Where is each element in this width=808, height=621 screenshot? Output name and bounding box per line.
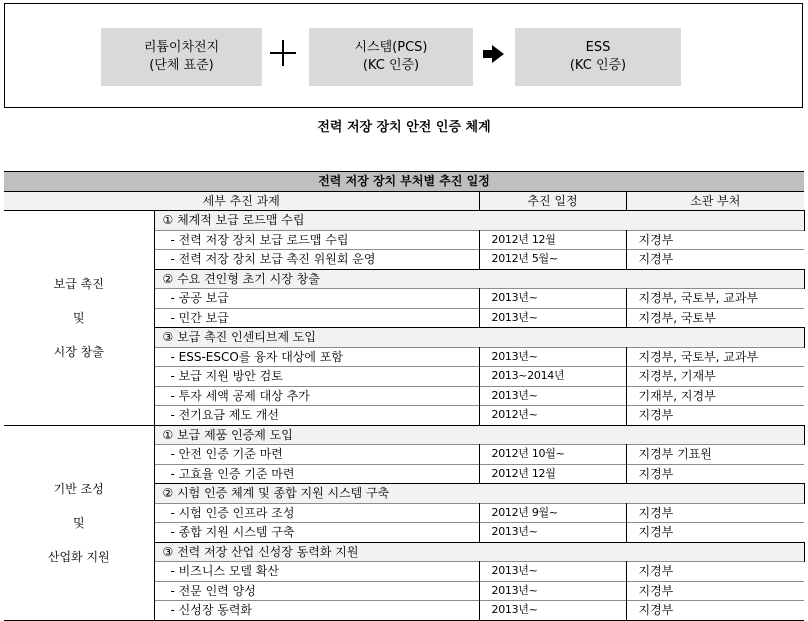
department-cell: 기재부, 지경부 (626, 386, 804, 406)
department-cell: 지경부 (626, 230, 804, 250)
schedule-cell: 2013년~ (479, 601, 626, 621)
department-cell: 지경부, 국토부, 교과부 (626, 289, 804, 309)
task-cell: - 전문 인력 양성 (154, 581, 479, 601)
pcs-system-box (309, 28, 473, 86)
schedule-cell: 2012년 10월~ (479, 445, 626, 465)
section-row (4, 211, 804, 231)
schedule-cell: 2012년 5월~ (479, 250, 626, 270)
group-label-line: 및 (72, 515, 85, 530)
group-label-line: 및 (72, 310, 85, 325)
header-task: 세부 추진 과제 (4, 191, 479, 211)
section-title: ① 보급 제품 인증제 도입 (154, 425, 804, 445)
table-title-row (4, 172, 804, 192)
task-cell: - 고효율 인증 기준 마련 (154, 464, 479, 484)
box-line: (KC 인증) (569, 58, 627, 73)
department-cell: 지경부, 국토부, 교과부 (626, 347, 804, 367)
schedule-cell: 2012년~ (479, 406, 626, 426)
schedule-cell: 2013년~ (479, 581, 626, 601)
task-cell: - 보급 지원 방안 검토 (154, 367, 479, 387)
group-label-line: 보급 촉진 (53, 276, 104, 291)
department-cell: 지경부 기표원 (626, 445, 804, 465)
department-cell: 지경부 (626, 406, 804, 426)
task-cell: - 전기요금 제도 개선 (154, 406, 479, 426)
section-row (4, 425, 804, 445)
header-schedule: 추진 일정 (479, 191, 626, 211)
task-cell: - 시험 인증 인프라 조성 (154, 503, 479, 523)
group-label-line: 기반 조성 (53, 481, 104, 496)
task-cell: - ESS-ESCO를 융자 대상에 포함 (154, 347, 479, 367)
department-cell: 지경부, 기재부 (626, 367, 804, 387)
section-title: ② 수요 견인형 초기 시장 창출 (154, 269, 804, 289)
header-department: 소관 부처 (626, 191, 804, 211)
schedule-cell: 2012년 12월 (479, 464, 626, 484)
department-cell: 지경부, 국토부 (626, 308, 804, 328)
box-line: (KC 인증) (362, 58, 420, 73)
schedule-cell: 2013년~ (479, 347, 626, 367)
schedule-cell: 2013~2014년 (479, 367, 626, 387)
section-title: ③ 전력 저장 산업 신성장 동력화 지원 (154, 542, 804, 562)
schedule-cell: 2013년~ (479, 308, 626, 328)
box-line: (단체 표준) (149, 58, 214, 73)
department-cell: 지경부 (626, 581, 804, 601)
table-title: 전력 저장 장치 부처별 추진 일정 (4, 172, 804, 192)
group-label-line: 시장 창출 (53, 344, 104, 359)
task-cell: - 전력 저장 장치 보급 로드맵 수립 (154, 230, 479, 250)
group-label (4, 425, 154, 620)
task-cell: - 공공 보급 (154, 289, 479, 309)
task-cell: - 비즈니스 모델 확산 (154, 562, 479, 582)
schedule-cell: 2013년~ (479, 562, 626, 582)
section-title: ③ 보급 촉진 인센티브제 도입 (154, 328, 804, 348)
plus-icon (270, 40, 296, 66)
box-line: 시스템(PCS) (354, 40, 428, 55)
schedule-cell: 2013년~ (479, 289, 626, 309)
table-header-row (4, 191, 804, 211)
group-label (4, 211, 154, 426)
box-line: 리튬이차전지 (143, 40, 220, 55)
task-cell: - 신성장 동력화 (154, 601, 479, 621)
battery-standard-box (101, 28, 262, 86)
schedule-table (4, 171, 805, 621)
ess-box (515, 28, 681, 86)
task-cell: - 투자 세액 공제 대상 추가 (154, 386, 479, 406)
schedule-cell: 2013년~ (479, 386, 626, 406)
schedule-cell: 2013년~ (479, 523, 626, 543)
department-cell: 지경부 (626, 601, 804, 621)
department-cell: 지경부 (626, 464, 804, 484)
box-line: ESS (585, 40, 611, 55)
diagram-caption: 전력 저장 장치 안전 인증 체계 (317, 120, 491, 135)
department-cell: 지경부 (626, 250, 804, 270)
department-cell: 지경부 (626, 562, 804, 582)
schedule-cell: 2012년 9월~ (479, 503, 626, 523)
section-title: ② 시험 인증 체계 및 종합 지원 시스템 구축 (154, 484, 804, 504)
section-title: ① 체계적 보급 로드맵 수립 (154, 211, 804, 231)
department-cell: 지경부 (626, 503, 804, 523)
certification-diagram (4, 3, 803, 108)
task-cell: - 종합 지원 시스템 구축 (154, 523, 479, 543)
task-cell: - 안전 인증 기준 마련 (154, 445, 479, 465)
schedule-cell: 2012년 12월 (479, 230, 626, 250)
department-cell: 지경부 (626, 523, 804, 543)
group-label-line: 산업화 지원 (47, 549, 110, 564)
task-cell: - 전력 저장 장치 보급 촉진 위원회 운영 (154, 250, 479, 270)
task-cell: - 민간 보급 (154, 308, 479, 328)
